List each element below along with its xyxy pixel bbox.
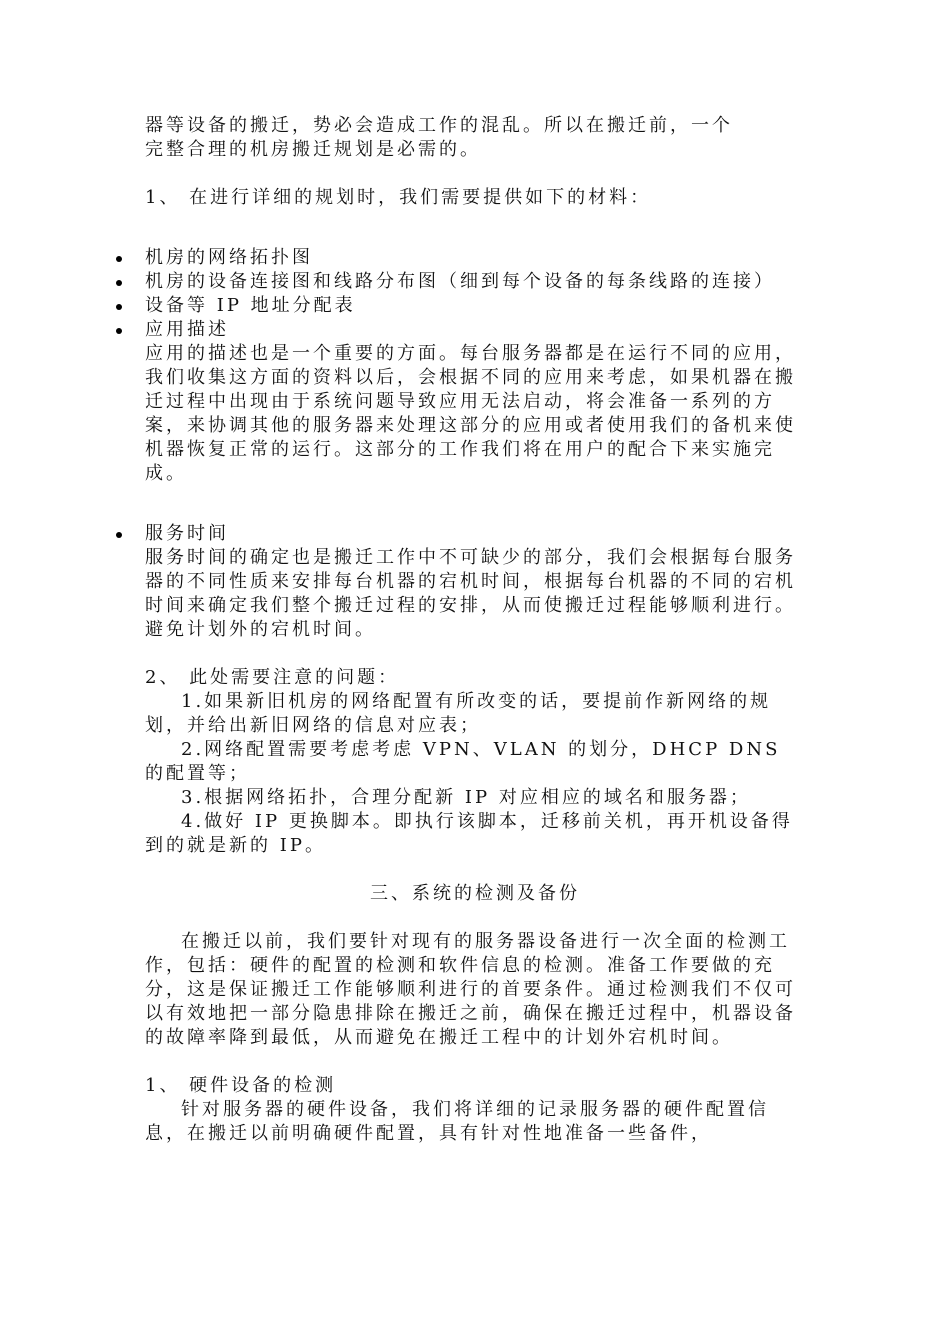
step-item: 2.网络配置需要考虑考虑 VPN、VLAN 的划分，DHCP DNS 的配置等；	[145, 739, 781, 784]
materials-list	[145, 246, 805, 642]
section-1-heading: 1、 在进行详细的规划时，我们需要提供如下的材料：	[145, 187, 652, 208]
intro-line-2: 完整合理的机房搬迁规划是必需的。	[145, 139, 481, 160]
bullet-text: 机房的设备连接图和线路分布图（细到每个设备的每条线路的连接）	[145, 271, 775, 292]
bullet-text: 机房的网络拓扑图	[145, 247, 313, 268]
bullet-icon	[116, 280, 122, 286]
step-item: 1.如果新旧机房的网络配置有所改变的话，要提前作新网络的规划，并给出新旧网络的信息对应表；	[145, 691, 772, 736]
bullet-icon	[116, 304, 122, 310]
bullet-text: 设备等 IP 地址分配表	[145, 295, 356, 316]
list-item	[145, 294, 805, 318]
list-item	[145, 270, 805, 294]
chapter-3-paragraph: 在搬迁以前，我们要针对现有的服务器设备进行一次全面的检测工作，包括：硬件的配置的检测和软件信息的检测。准备工作要做的充分，这是保证搬迁工作能够顺利进行的首要条件。通过检测我们不仅可以有效地把一部分隐患排除在搬迁之前，确保在搬迁过程中，机器设备的故障率降到最低，从而避免在搬迁工程中的计划外宕机时间。	[145, 931, 796, 1048]
intro-line-1: 器等设备的搬迁，势必会造成工作的混乱。所以在搬迁前，一个	[145, 115, 733, 136]
section-2-heading: 2、 此处需要注意的问题：	[145, 667, 400, 688]
subsection-1-heading: 1、 硬件设备的检测	[145, 1075, 337, 1096]
list-item	[145, 522, 805, 642]
chapter-3-title: 三、系统的检测及备份	[370, 883, 580, 904]
subsection-1-paragraph: 针对服务器的硬件设备，我们将详细的记录服务器的硬件配置信息，在搬迁以前明确硬件配置，具有针对性地准备一些备件，	[145, 1099, 769, 1144]
bullet-text: 应用描述	[145, 319, 229, 340]
bullet-icon	[116, 328, 122, 334]
list-item	[145, 246, 805, 270]
list-item	[145, 318, 805, 486]
bullet-icon	[116, 256, 122, 262]
bullet-text: 服务时间	[145, 523, 229, 544]
bullet-icon	[116, 532, 122, 538]
step-item: 4.做好 IP 更换脚本。即执行该脚本，迁移前关机，再开机设备得到的就是新的 IP。	[145, 811, 793, 856]
document-page	[145, 114, 805, 1146]
bullet-detail: 服务时间的确定也是搬迁工作中不可缺少的部分，我们会根据每台服务器的不同性质来安排每台机器的宕机时间，根据每台机器的不同的宕机时间来确定我们整个搬迁过程的安排，从而使搬迁过程能够顺利进行。避免计划外的宕机时间。	[145, 547, 796, 640]
step-item: 3.根据网络拓扑，合理分配新 IP 对应相应的域名和服务器；	[181, 787, 751, 808]
bullet-detail: 应用的描述也是一个重要的方面。每台服务器都是在运行不同的应用，我们收集这方面的资料以后，会根据不同的应用来考虑，如果机器在搬迁过程中出现由于系统问题导致应用无法启动，将会准备一系列的方案，来协调其他的服务器来处理这部分的应用或者使用我们的备机来使机器恢复正常的运行。这部分的工作我们将在用户的配合下来实施完成。	[145, 343, 796, 484]
